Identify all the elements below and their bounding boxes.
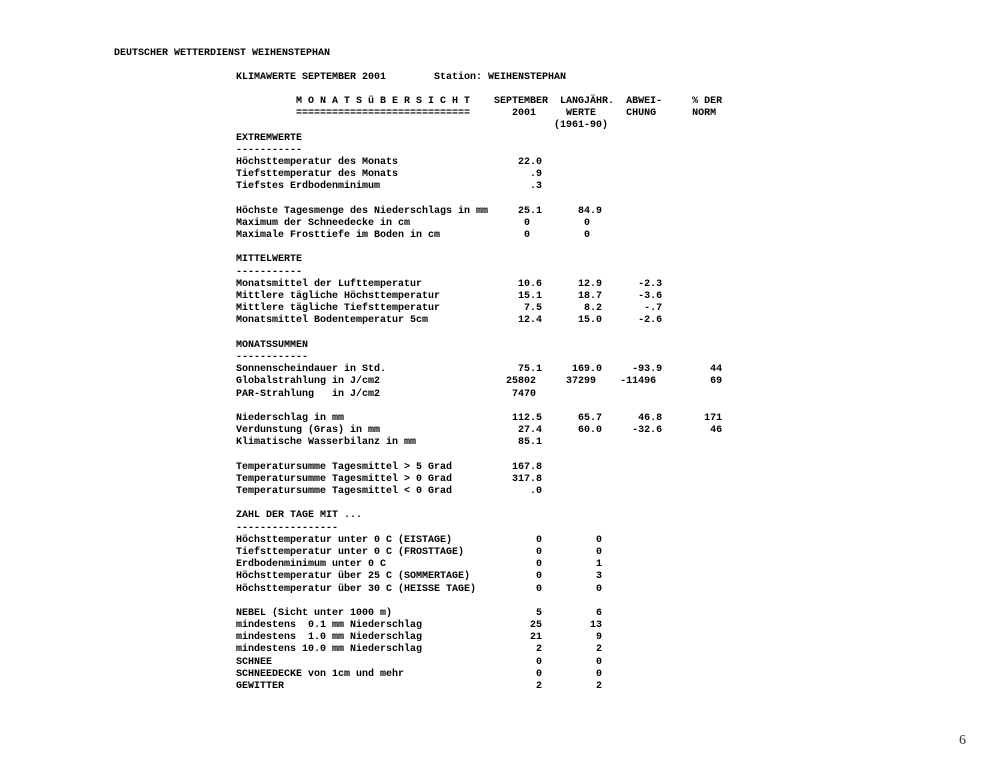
report-line: Maximum der Schneedecke in cm 0 0	[236, 217, 591, 229]
report-line	[236, 596, 722, 608]
report-line	[236, 449, 722, 461]
monthly-overview-table	[236, 96, 722, 693]
report-line: Verdunstung (Gras) in mm 27.4 60.0 -32.6 46	[236, 425, 723, 437]
report-line: Klimatische Wasserbilanz in mm 85.1	[236, 437, 543, 449]
report-line: -----------	[236, 144, 303, 156]
report-line: PAR-Strahlung in J/cm2 7470	[236, 388, 537, 400]
report-line: NEBEL (Sicht unter 1000 m) 5 6	[236, 607, 603, 619]
report-line: Höchsttemperatur über 25 C (SOMMERTAGE) 0 3	[236, 571, 603, 583]
report-title: KLIMAWERTE SEPTEMBER 2001 Station: WEIHENSTEPHAN	[236, 72, 567, 83]
report-line: SCHNEEDECKE von 1cm und mehr 0 0	[236, 668, 603, 680]
report-line: Temperatursumme Tagesmittel > 0 Grad 317.8	[236, 473, 543, 485]
report-line: Höchste Tagesmenge des Niederschlags in mm 25.1 84.9	[236, 205, 603, 217]
report-line: Tiefstes Erdbodenminimum .3	[236, 181, 543, 193]
report-line: Sonnenscheindauer in Std. 75.1 169.0 -93.9 44	[236, 364, 723, 376]
page-number: 6	[959, 733, 966, 748]
report-line: Mittlere tägliche Höchsttemperatur 15.1 18.7 -3.6	[236, 291, 663, 302]
report-line: mindestens 10.0 mm Niederschlag 2 2	[236, 644, 603, 656]
report-line: GEWITTER 2 2	[236, 681, 603, 692]
report-line: ------------	[236, 351, 309, 363]
report-line: Tiefsttemperatur unter 0 C (FROSTTAGE) 0 0	[236, 546, 603, 558]
report-line: Temperatursumme Tagesmittel < 0 Grad .0	[236, 486, 543, 497]
organization-header: DEUTSCHER WETTERDIENST WEIHENSTEPHAN	[114, 48, 331, 59]
report-line: Höchsttemperatur über 30 C (HEISSE TAGE) 0 0	[236, 583, 603, 595]
report-line: SCHNEE 0 0	[236, 656, 603, 668]
report-line: -----------	[236, 266, 303, 278]
report-line: Mittlere tägliche Tiefsttemperatur 7.5 8.2 -.7	[236, 303, 663, 315]
report-line: Maximale Frosttiefe im Boden in cm 0 0	[236, 230, 591, 242]
report-line	[236, 498, 722, 510]
report-line: MITTELWERTE	[236, 254, 303, 266]
report-line: Erdbodenminimum unter 0 C 0 1	[236, 559, 603, 571]
report-line: -----------------	[236, 522, 339, 534]
report-line: Höchsttemperatur des Monats 22.0	[236, 156, 543, 168]
report-line	[236, 328, 722, 340]
report-line: ZAHL DER TAGE MIT ...	[236, 510, 363, 522]
report-line: ============================= 2001 WERTE CHUNG NORM	[236, 108, 717, 120]
report-line: Niederschlag in mm 112.5 65.7 46.8 171	[236, 412, 723, 424]
report-line: Monatsmittel der Lufttemperatur 10.6 12.9 -2.3	[236, 278, 663, 290]
report-line: Globalstrahlung in J/cm2 25802 37299 -11496 69	[236, 376, 723, 388]
report-line: M O N A T S ü B E R S I C H T SEPTEMBER LANGJÄHR. ABWEI- % DER	[236, 96, 723, 107]
report-line: Temperatursumme Tagesmittel > 5 Grad 167.8	[236, 461, 543, 473]
report-line: Höchsttemperatur unter 0 C (EISTAGE) 0 0	[236, 534, 603, 546]
report-line: EXTREMWERTE	[236, 132, 303, 144]
report-line: MONATSSUMMEN	[236, 339, 309, 351]
report-line	[236, 401, 722, 413]
report-line	[236, 242, 722, 254]
report-line: Monatsmittel Bodentemperatur 5cm 12.4 15.0 -2.6	[236, 315, 663, 327]
report-line: (1961-90)	[236, 120, 609, 132]
report-line: mindestens 0.1 mm Niederschlag 25 13	[236, 620, 603, 632]
report-line: mindestens 1.0 mm Niederschlag 21 9	[236, 632, 603, 644]
report-line: Tiefsttemperatur des Monats .9	[236, 169, 543, 181]
report-line	[236, 194, 722, 206]
